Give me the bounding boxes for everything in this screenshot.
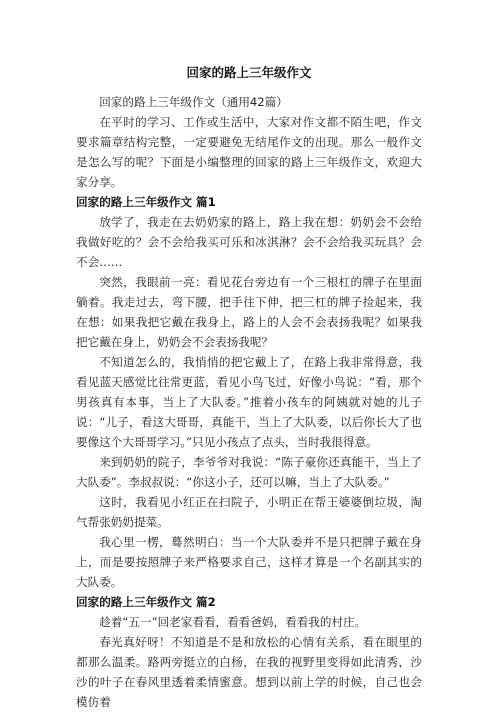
paragraph: 我心里一楞，蓦然明白：当一个大队委并不是只把牌子戴在身上，而是要按照牌子来严格要求自己，这样才算是一个名副其实的大队委。	[76, 535, 422, 589]
section-heading: 回家的路上三年级作文 篇2	[76, 595, 216, 609]
document-body	[76, 92, 422, 712]
paragraph: 在平时的学习、工作或生活中，大家对作文都不陌生吧，作文要求篇章结构完整，一定要避免无结尾作文的出现。那么一般作文是怎么写的呢？下面是小编整理的回家的路上三年级作文，欢迎大家分享。	[76, 115, 422, 189]
paragraph: 回家的路上三年级作文（通用42篇）	[99, 95, 288, 109]
paragraph: 来到奶奶的院子，李爷爷对我说：“陈子豪你还真能干，当上了大队委”。李叔叔说：“你这小子，还可以嘛，当上了大队委。”	[76, 455, 422, 489]
paragraph: 突然，我眼前一亮：看见花台旁边有一个三根杠的牌子在里面躺着。我走过去，弯下腰，把手往下伸，把三杠的牌子捡起来，我在想：如果我把它戴在我身上，路上的人会不会表扬我呢？如果我把它戴在身上，奶奶会不会表扬我呢？	[76, 275, 422, 349]
paragraph: 趁着“五一”回老家看看，看看爸妈，看看我的村庄。	[99, 615, 367, 629]
document-title: 回家的路上三年级作文	[186, 65, 312, 80]
paragraph: 放学了，我走在去奶奶家的路上，路上我在想：奶奶会不会给我做好吃的？会不会给我买可乐和冰淇淋？会不会给我买玩具？会不会……	[76, 215, 422, 269]
paragraph: 不知道怎么的，我悄悄的把它戴上了，在路上我非常得意，我看见蓝天感觉比往常更蓝，看见小鸟飞过，好像小鸟说：“看，那个男孩真有本事，当上了大队委。”推着小孩车的阿姨就对她的儿子说：“儿子，看这大哥哥，真能干，当上了大队委，以后你长大了也要像这个大哥哥学习。”只见小孩点了点头，当时我很得意。	[76, 355, 422, 449]
section-heading: 回家的路上三年级作文 篇1	[76, 195, 216, 209]
paragraph: 春光真好呀！不知道是不是和放松的心情有关系，看在眼里的都那么温柔。路两旁挺立的白杨，在我的视野里变得如此清秀，沙沙的叶子在春风里透着柔情蜜意。想到以前上学的时候，自己也会模仿着	[76, 635, 422, 709]
paragraph: 这时，我看见小红正在扫院子，小明正在帮王婆婆倒垃圾，淘气帮张奶奶提菜。	[76, 495, 422, 529]
